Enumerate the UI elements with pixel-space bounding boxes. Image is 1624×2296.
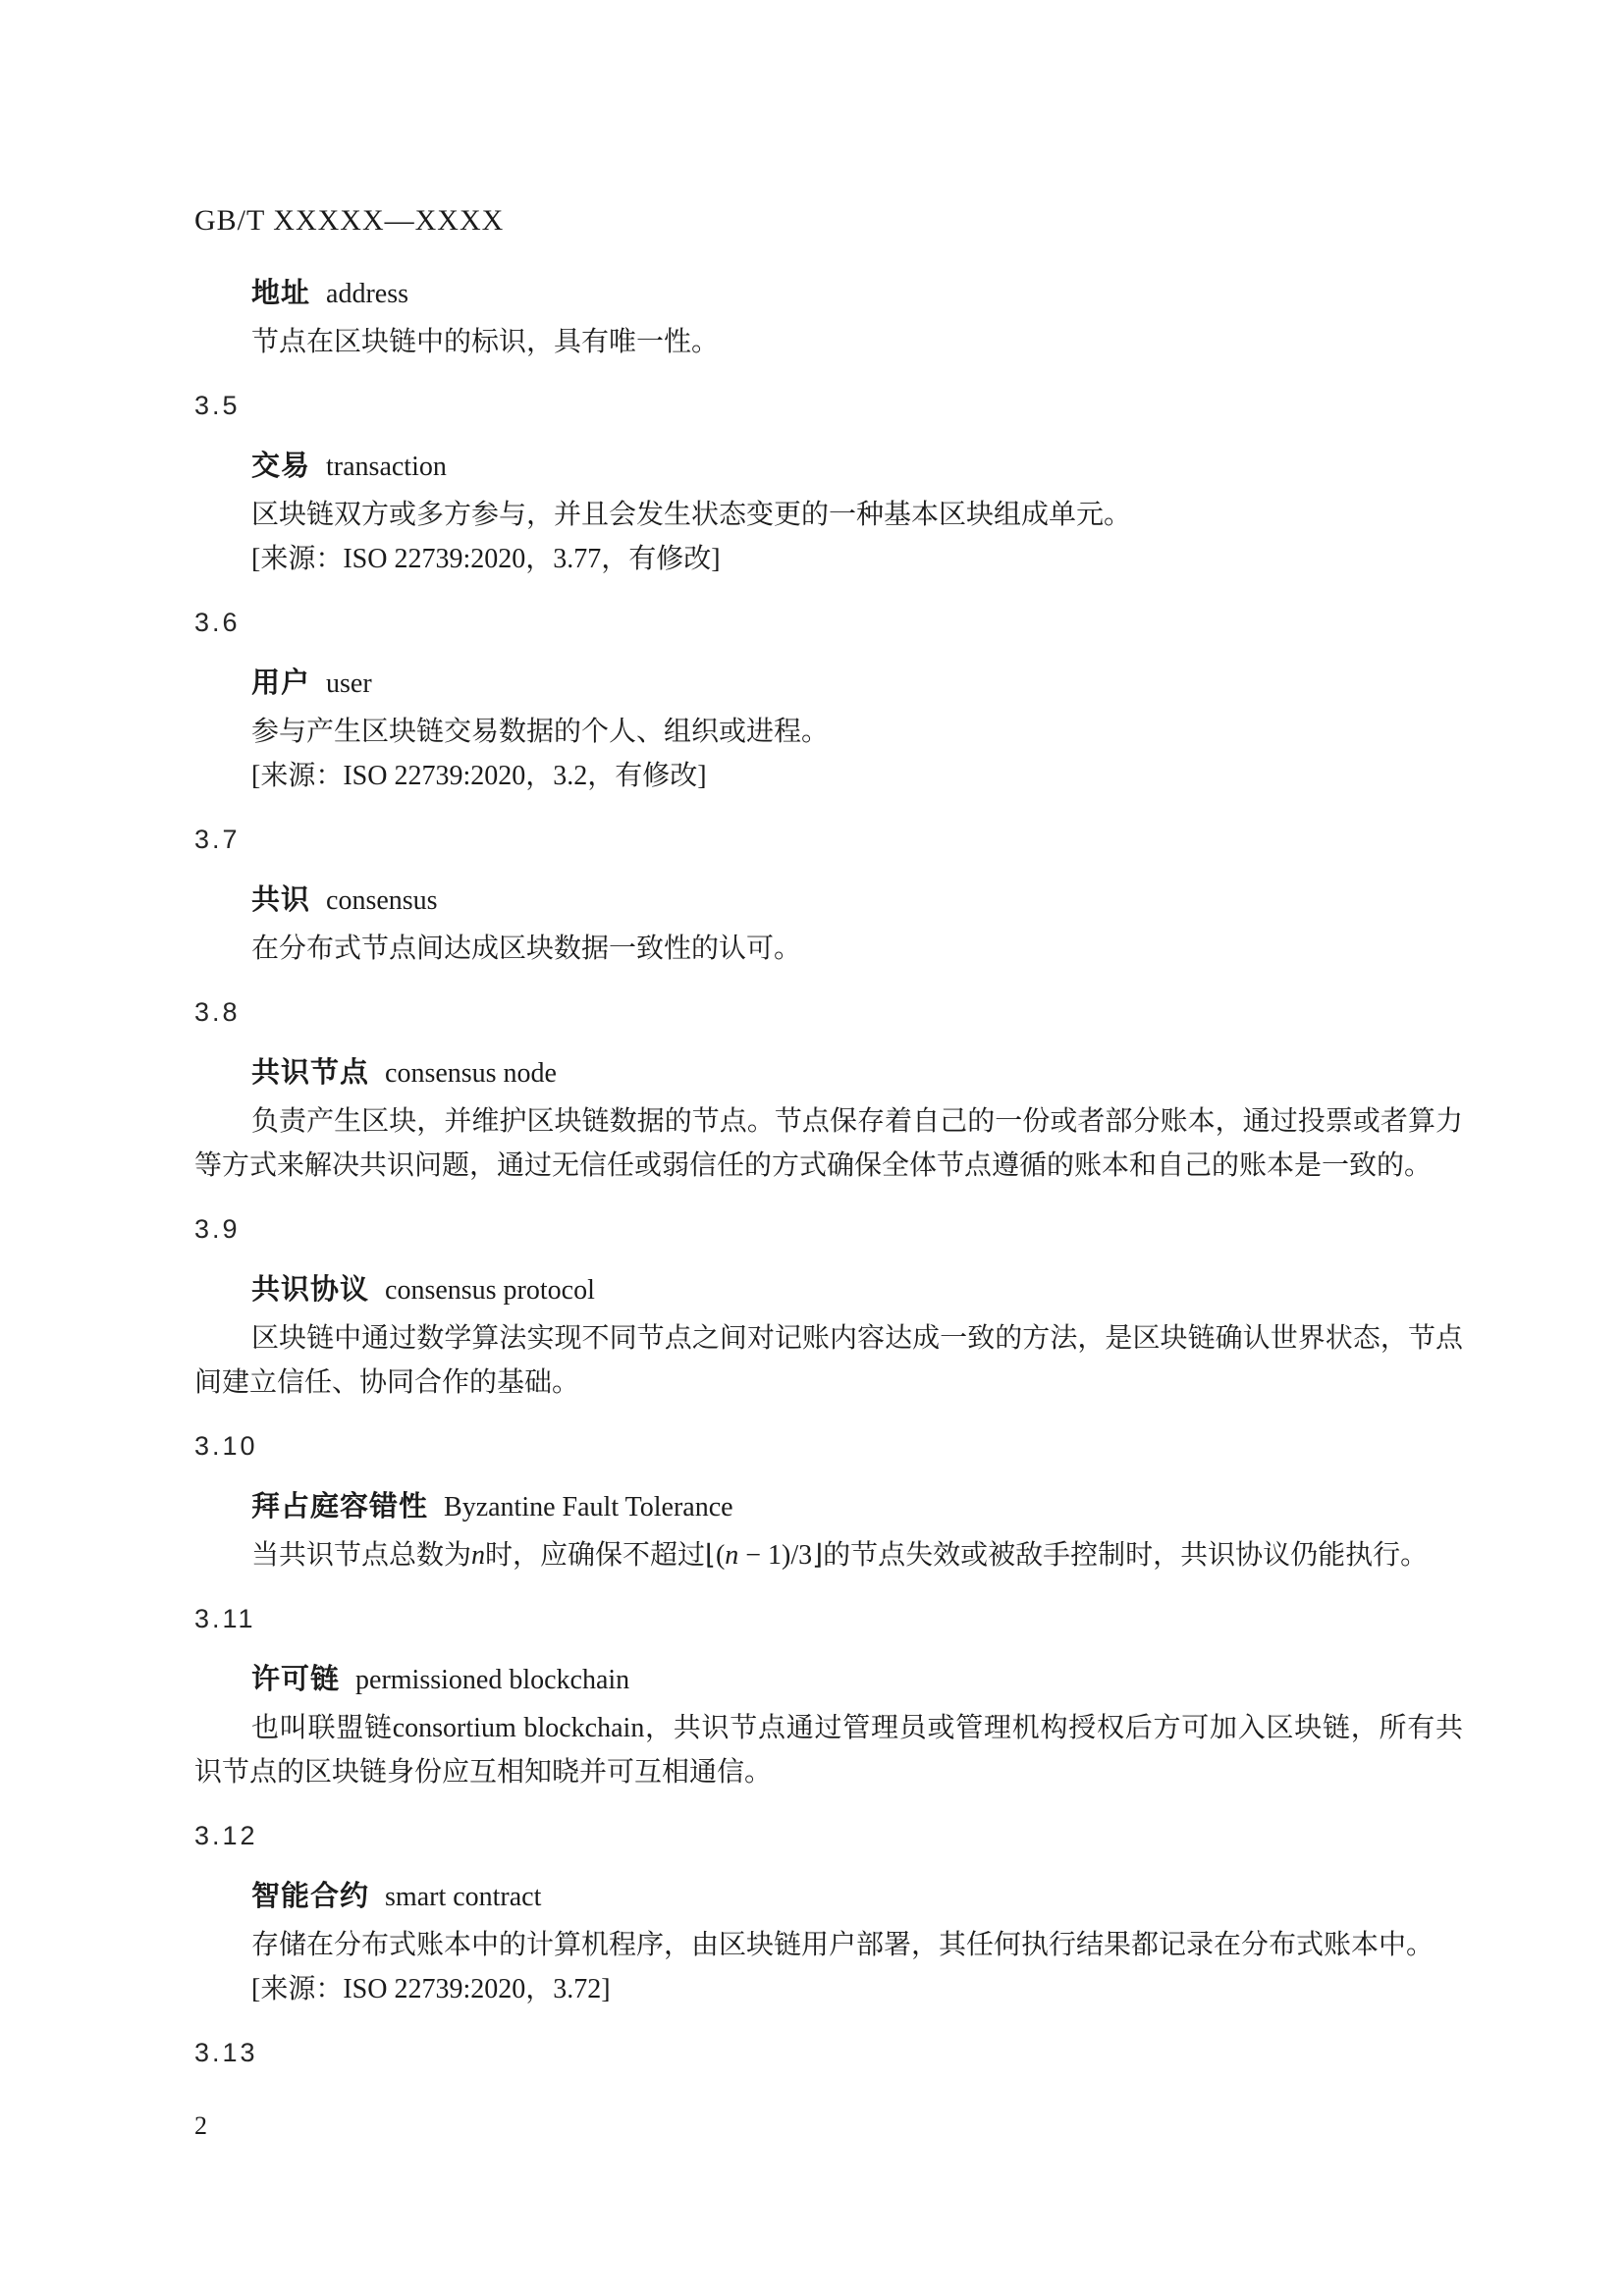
term-line (194, 445, 1463, 493)
term-zh: 共识节点 (251, 1057, 370, 1089)
term-en: user (326, 668, 372, 699)
term-en: permissioned blockchain (355, 1665, 630, 1695)
clause-number: 3.6 (194, 608, 241, 637)
clause-number: 3.11 (194, 1604, 256, 1633)
term-section-consensus (194, 820, 1463, 971)
source-note: [来源：ISO 22739:2020，3.2，有修改] (251, 761, 707, 791)
term-zh: 智能合约 (251, 1881, 370, 1912)
term-line (194, 662, 1463, 710)
term-section-transaction (194, 386, 1463, 581)
page-number: 2 (194, 2111, 207, 2140)
definition: 也叫联盟链consortium blockchain，共识节点通过管理员或管理机构授权后方可加入区块链，所有共识节点的区块链身份应互相知晓并可互相通信。 (194, 1713, 1463, 1788)
term-section-smart-contract (194, 1816, 1463, 2011)
source-note: [来源：ISO 22739:2020，3.72] (251, 1974, 611, 2004)
math-variable-n: n (725, 1540, 739, 1571)
clause-number: 3.8 (194, 997, 241, 1027)
definition-with-formula (194, 1533, 1463, 1577)
clause-number: 3.5 (194, 391, 241, 420)
definition-text: 当共识节点总数为 (251, 1540, 472, 1571)
term-line (194, 1658, 1463, 1706)
term-section-address (194, 272, 1463, 364)
term-line (194, 879, 1463, 927)
term-section-user (194, 603, 1463, 798)
term-section-consensus-node (194, 992, 1463, 1188)
term-en: consensus protocol (385, 1275, 595, 1306)
term-line (194, 1268, 1463, 1316)
term-section-permissioned-blockchain (194, 1599, 1463, 1794)
term-zh: 用户 (251, 667, 311, 699)
definition: 区块链中通过数学算法实现不同节点之间对记账内容达成一致的方法，是区块链确认世界状态，节点间建立信任、协同合作的基础。 (194, 1323, 1463, 1398)
definition-text: − 1)/3⌋的节点失效或被敌手控制时，共识协议仍能执行。 (738, 1540, 1429, 1571)
term-zh: 许可链 (251, 1664, 341, 1695)
clause-number: 3.12 (194, 1821, 258, 1850)
definition: 参与产生区块链交易数据的个人、组织或进程。 (251, 717, 830, 747)
clause-number: 3.9 (194, 1214, 241, 1244)
definition: 负责产生区块，并维护区块链数据的节点。节点保存着自己的一份或者部分账本，通过投票或者算力等方式来解决共识问题，通过无信任或弱信任的方式确保全体节点遵循的账本和自己的账本是一致的。 (194, 1106, 1463, 1181)
term-en: smart contract (385, 1882, 542, 1912)
term-line (194, 1051, 1463, 1099)
term-en: consensus node (385, 1058, 557, 1089)
term-en: Byzantine Fault Tolerance (444, 1492, 733, 1522)
term-line (194, 1485, 1463, 1533)
definition: 节点在区块链中的标识，具有唯一性。 (251, 327, 720, 357)
term-en: consensus (326, 885, 438, 916)
term-section-byzantine-fault-tolerance (194, 1426, 1463, 1577)
term-zh: 地址 (251, 278, 311, 309)
term-zh: 交易 (251, 451, 311, 482)
term-en: address (326, 279, 408, 309)
term-en: transaction (326, 452, 447, 482)
document-code-header: GB/T XXXXX—XXXX (194, 204, 505, 237)
page-content (194, 201, 1463, 2092)
definition: 区块链双方或多方参与，并且会发生状态变更的一种基本区块组成单元。 (251, 500, 1132, 530)
term-section-consensus-protocol (194, 1209, 1463, 1405)
term-line (194, 1875, 1463, 1923)
term-section-3-13 (194, 2033, 1463, 2072)
clause-number: 3.7 (194, 825, 241, 854)
term-zh: 拜占庭容错性 (251, 1491, 429, 1522)
term-line (194, 272, 1463, 320)
term-zh: 共识 (251, 884, 311, 916)
clause-number: 3.13 (194, 2038, 258, 2067)
math-variable-n: n (471, 1540, 486, 1571)
source-note: [来源：ISO 22739:2020，3.77，有修改] (251, 544, 721, 574)
term-zh: 共识协议 (251, 1274, 370, 1306)
definition: 在分布式节点间达成区块数据一致性的认可。 (251, 934, 802, 964)
clause-number: 3.10 (194, 1431, 258, 1461)
definition: 存储在分布式账本中的计算机程序，由区块链用户部署，其任何执行结果都记录在分布式账本中。 (251, 1930, 1435, 1960)
definition-text: 时，应确保不超过⌊( (485, 1540, 726, 1571)
